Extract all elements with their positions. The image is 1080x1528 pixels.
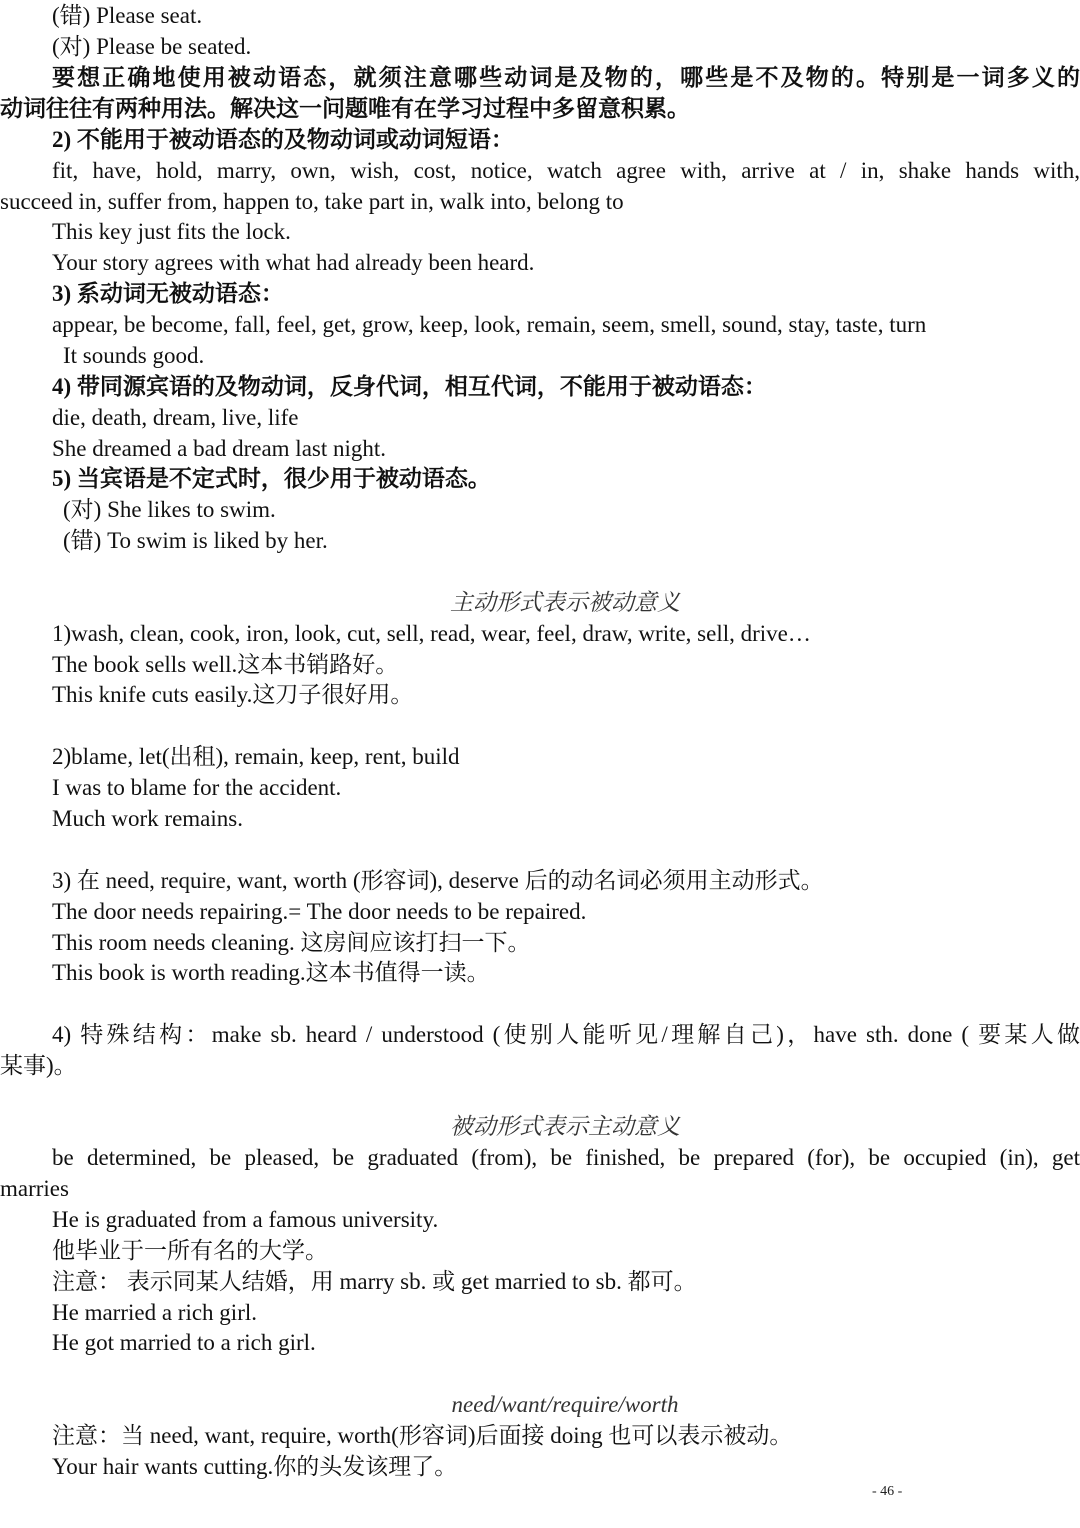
- example-sentence: This key just fits the lock.: [52, 219, 291, 244]
- example-sentence: 他毕业于一所有名的大学。: [52, 1238, 328, 1263]
- text-line: die, death, dream, live, life: [52, 405, 299, 430]
- list-item-heading: 4) 带同源宾语的及物动词，反身代词，相互代词，不能用于被动语态：: [52, 374, 767, 399]
- text-line: 动词往往有两种用法。解决这一问题唯有在学习过程中多留意积累。: [0, 96, 690, 121]
- list-item-heading: 2) 不能用于被动语态的及物动词或动词短语：: [52, 127, 514, 152]
- text-line: marries: [0, 1176, 69, 1201]
- example-sentence: She dreamed a bad dream last night.: [52, 436, 387, 461]
- example-sentence: This book is worth reading.这本书值得一读。: [52, 960, 490, 985]
- example-sentence: I was to blame for the accident.: [52, 775, 342, 800]
- note-line: 注意： 表示同某人结婚，用 marry sb. 或 get married to sb. 都可。: [52, 1269, 697, 1294]
- example-sentence: The book sells well.这本书销路好。: [52, 652, 399, 677]
- text-line: (错) Please seat.: [52, 3, 203, 28]
- text-line: fit, have, hold, marry, own, wish, cost, notice, watch agree with, arrive at / in, shake hands with,: [52, 158, 1080, 183]
- section-heading: 被动形式表示主动意义: [450, 1114, 680, 1139]
- example-sentence: It sounds good.: [63, 343, 205, 368]
- example-sentence: (对) She likes to swim.: [63, 497, 276, 522]
- list-item-heading: 5) 当宾语是不定式时，很少用于被动语态。: [52, 466, 491, 491]
- text-line: 1)wash, clean, cook, iron, look, cut, sell, read, wear, feel, draw, write, sell, drive…: [52, 621, 811, 646]
- text-line: 2)blame, let(出租), remain, keep, rent, build: [52, 744, 460, 769]
- text-line: be determined, be pleased, be graduated (from), be finished, be prepared (for), be occupied (in), get: [52, 1145, 1080, 1170]
- page-number: - 46 -: [872, 1484, 903, 1499]
- example-sentence: He married a rich girl.: [52, 1300, 257, 1325]
- example-sentence: (错) To swim is liked by her.: [63, 528, 328, 553]
- example-sentence: Your story agrees with what had already been heard.: [52, 250, 535, 275]
- example-sentence: He got married to a rich girl.: [52, 1330, 316, 1355]
- example-sentence: This knife cuts easily.这刀子很好用。: [52, 682, 414, 707]
- section-heading: need/want/require/worth: [451, 1392, 679, 1417]
- section-heading: 主动形式表示被动意义: [450, 590, 680, 615]
- example-sentence: He is graduated from a famous university.: [52, 1207, 439, 1232]
- example-sentence: The door needs repairing.= The door needs to be repaired.: [52, 899, 587, 924]
- text-line: 3) 在 need, require, want, worth (形容词), deserve 后的动名词必须用主动形式。: [52, 868, 824, 893]
- text-line: succeed in, suffer from, happen to, take part in, walk into, belong to: [0, 189, 624, 214]
- example-sentence: Your hair wants cutting.你的头发该理了。: [52, 1454, 458, 1479]
- text-line: 4) 特殊结构：make sb. heard / understood (使别人能听见/理解自己)，have sth. done ( 要某人做: [52, 1022, 1080, 1047]
- example-sentence: This room needs cleaning. 这房间应该打扫一下。: [52, 930, 531, 955]
- text-line: (对) Please be seated.: [52, 34, 252, 59]
- note-line: 注意：当 need, want, require, worth(形容词)后面接 doing 也可以表示被动。: [52, 1423, 793, 1448]
- example-sentence: Much work remains.: [52, 806, 243, 831]
- list-item-heading: 3) 系动词无被动语态：: [52, 281, 284, 306]
- text-line: 某事)。: [0, 1053, 77, 1078]
- text-line: 要想正确地使用被动语态，就须注意哪些动词是及物的，哪些是不及物的。特别是一词多义的: [52, 65, 1080, 90]
- text-line: appear, be become, fall, feel, get, grow, keep, look, remain, seem, smell, sound, stay, taste, turn: [52, 312, 927, 337]
